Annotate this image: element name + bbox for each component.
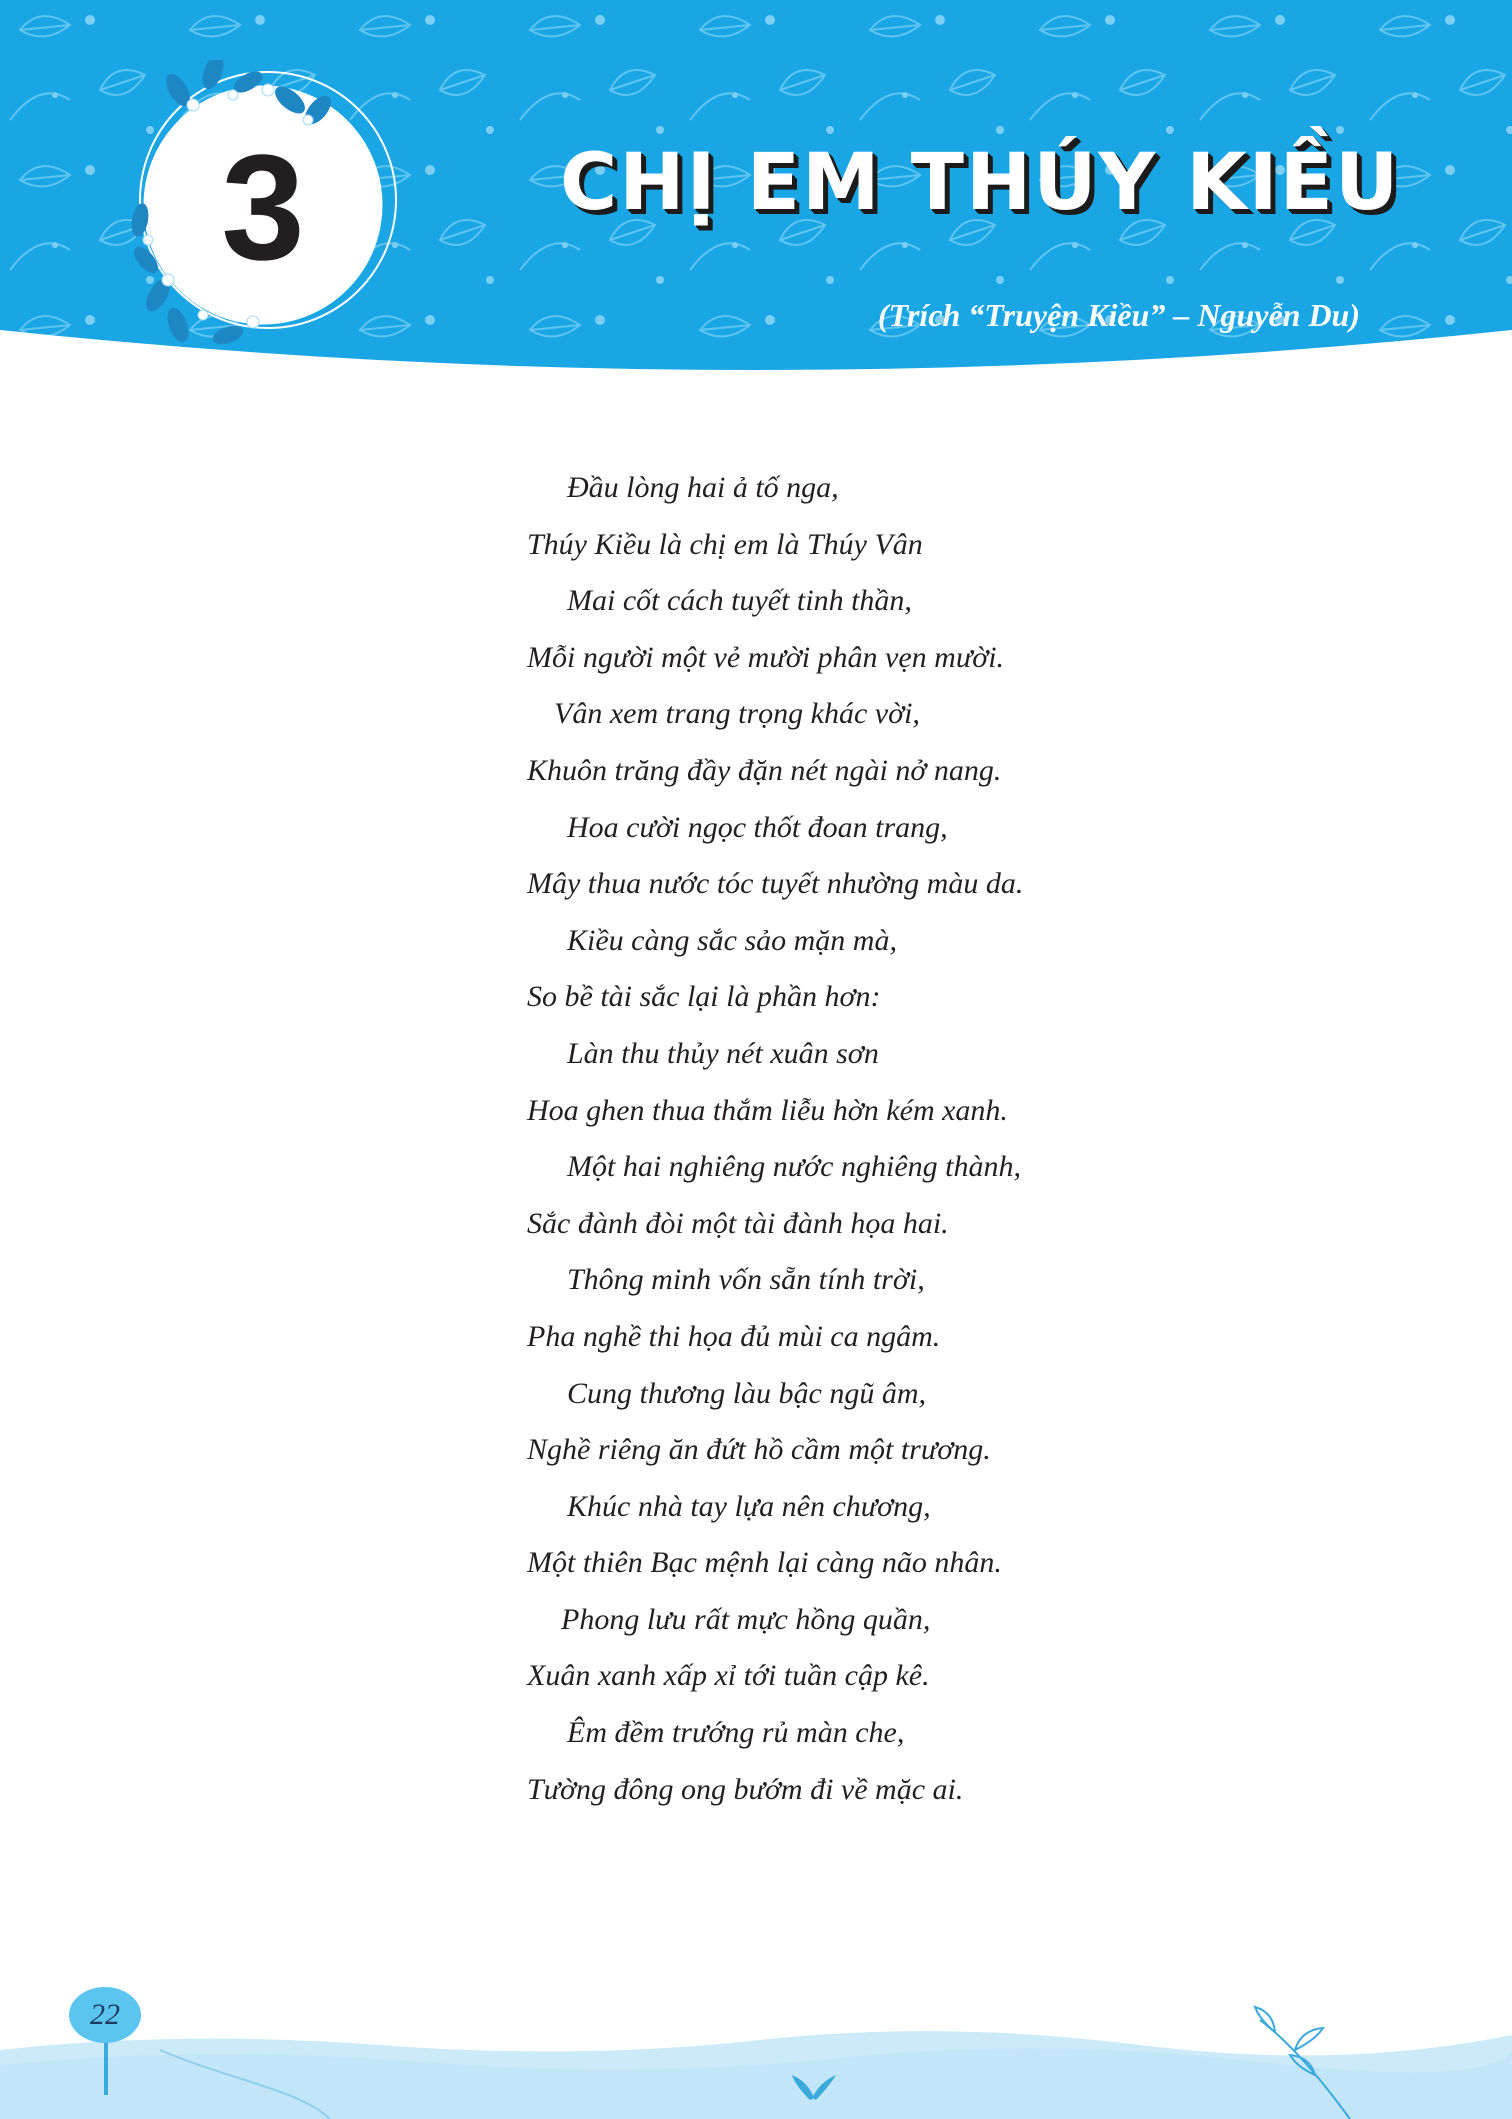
page-number: 22 — [90, 1998, 120, 2031]
footer-wave — [0, 1990, 1512, 2119]
poem-line: Vân xem trang trọng khác vời, — [554, 697, 920, 731]
poem-line: Khúc nhà tay lựa nên chương, — [567, 1489, 931, 1523]
lesson-source: (Trích “Truyện Kiều” – Nguyễn Du) — [877, 297, 1360, 333]
poem-line: Phong lưu rất mực hồng quần, — [561, 1602, 931, 1636]
poem — [527, 460, 1227, 1818]
poem-line: Kiều càng sắc sảo mặn mà, — [567, 923, 897, 957]
poem-line: Mỗi người một vẻ mười phân vẹn mười. — [527, 640, 1005, 674]
poem-line: Xuân xanh xấp xỉ tới tuần cập kê. — [527, 1659, 930, 1693]
poem-line: Hoa cười ngọc thốt đoan trang, — [567, 810, 948, 844]
poem-line: So bề tài sắc lại là phần hơn: — [527, 980, 881, 1014]
lesson-number: 3 — [221, 123, 305, 291]
poem-line: Tường đông ong bướm đi về mặc ai. — [527, 1772, 964, 1806]
poem-line: Làn thu thủy nét xuân sơn — [567, 1036, 879, 1070]
poem-line: Đầu lòng hai ả tố nga, — [567, 471, 839, 504]
poem-line: Êm đềm trướng rủ màn che, — [567, 1716, 905, 1750]
poem-line: Một thiên Bạc mệnh lại càng não nhân. — [527, 1546, 1002, 1580]
poem-line: Mây thua nước tóc tuyết nhường màu da. — [527, 867, 1024, 901]
poem-line: Mai cốt cách tuyết tinh thần, — [567, 584, 912, 618]
poem-line: Thúy Kiều là chị em là Thúy Vân — [527, 527, 923, 561]
lesson-title: CHỊ EM THÚY KIỀU — [560, 138, 1401, 228]
poem-line: Khuôn trăng đầy đặn nét ngài nở nang. — [527, 753, 1002, 787]
poem-line: Cung thương làu bậc ngũ âm, — [567, 1376, 927, 1410]
poem-line: Một hai nghiêng nước nghiêng thành, — [567, 1150, 1021, 1184]
poem-line: Sắc đành đòi một tài đành họa hai. — [527, 1206, 949, 1240]
poem-line: Pha nghề thi họa đủ mùi ca ngâm. — [527, 1319, 941, 1353]
poem-line: Hoa ghen thua thắm liễu hờn kém xanh. — [527, 1093, 1008, 1127]
poem-line: Thông minh vốn sẵn tính trời, — [567, 1263, 925, 1297]
poem-line: Nghề riêng ăn đứt hồ cầm một trương. — [527, 1433, 991, 1467]
